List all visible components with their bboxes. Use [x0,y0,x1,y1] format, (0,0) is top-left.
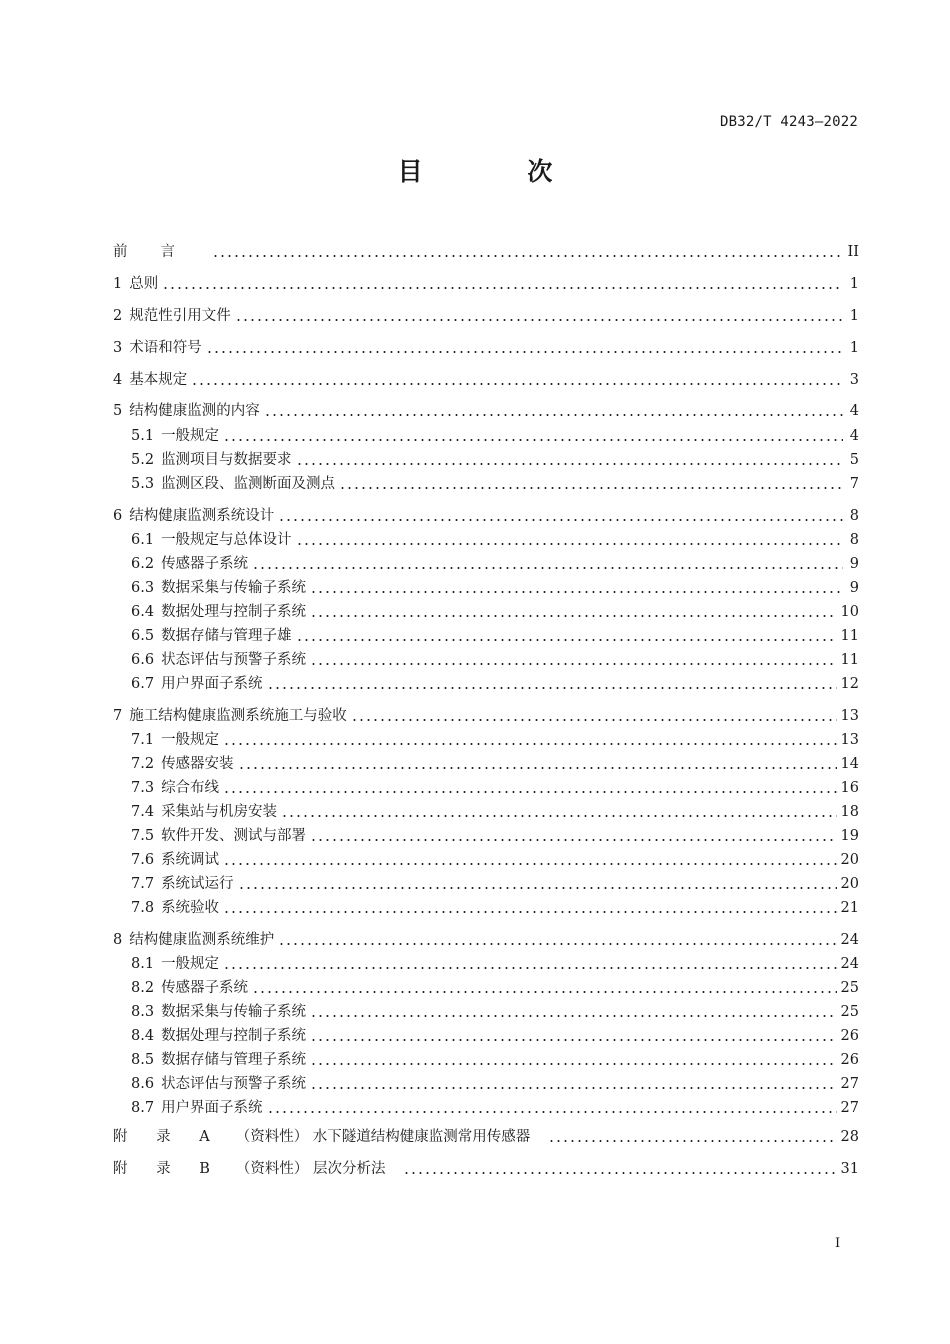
toc-entry-number: 6.3 [131,580,155,596]
toc-entry-label [131,826,308,846]
toc-entry-number: 8.5 [131,1052,155,1068]
toc-entry-label [131,954,221,974]
toc-entry-number: 8.6 [131,1076,155,1092]
toc-entry-label [131,578,308,598]
toc-entry-number: 6.6 [131,652,155,668]
toc-entry-number: 6.1 [131,532,155,548]
toc-entry-number: 7.7 [131,876,155,892]
toc-entry-page: 19 [840,828,859,844]
toc-entry[interactable] [131,576,859,598]
toc-entry-number: 7.4 [131,804,155,820]
toc-entry-text: 术语和符号 [129,340,202,356]
toc-entry-label [131,674,265,694]
toc-entry-label [131,1050,308,1070]
toc-entry[interactable] [131,800,859,822]
toc-entry-number: 8.3 [131,1004,155,1020]
toc-entry-text: 综合布线 [161,780,220,796]
toc-entry-number: 6.7 [131,676,155,692]
toc-entry-page: 1 [849,276,859,292]
toc-entry-number: 7.3 [131,780,155,796]
toc-entry[interactable] [131,976,859,998]
toc-entry[interactable] [131,824,859,846]
toc-entry-text: 总则 [129,276,159,292]
toc-entry-number: 5.2 [131,452,155,468]
toc-entry-label [113,930,276,950]
toc-entry-text: 系统调试 [161,852,220,868]
toc-entry[interactable] [131,1096,859,1118]
toc-entry-number: 7.8 [131,900,155,916]
toc-entry-label [131,1002,308,1022]
toc-entry-page: 24 [840,956,859,972]
dot-leader [296,638,837,642]
toc-entry-number: 8.1 [131,956,155,972]
dot-leader [310,1038,836,1042]
toc-entry-page: 26 [840,1052,859,1068]
toc-entry-number: 5.1 [131,428,155,444]
toc-entry-number: 8.4 [131,1028,155,1044]
toc-entry[interactable] [131,952,859,974]
toc-entry-text: 监测项目与数据要求 [161,452,292,468]
toc-entry-page: 31 [840,1161,859,1177]
dot-leader [281,814,836,818]
toc-entry-label [113,401,262,421]
toc-entry-label [131,650,308,670]
dot-leader [310,838,836,842]
toc-entry[interactable] [131,1024,859,1046]
toc-entry-text: 一般规定 [161,732,220,748]
toc-entry-label [113,370,189,390]
dot-leader [278,518,843,522]
toc-entry[interactable] [131,896,859,918]
dot-leader [296,542,843,546]
dot-leader [206,350,843,354]
toc-entry-page: 20 [840,876,859,892]
toc-entry-label [131,554,250,574]
toc-entry-text: 数据采集与传输子系统 [161,580,307,596]
dot-leader [310,614,836,618]
toc-entry-label [113,1127,546,1147]
toc-entry-text: 传感器子系统 [161,556,249,572]
toc-entry-number: 7.5 [131,828,155,844]
dot-leader [351,718,837,722]
toc-entry-text: 软件开发、测试与部署 [161,828,307,844]
toc-entry-text: 一般规定 [161,428,220,444]
toc-entry[interactable] [131,600,859,622]
dot-leader [223,742,836,746]
toc-entry-label [131,474,337,494]
dot-leader [238,766,837,770]
toc-entry[interactable] [131,448,859,470]
dot-leader [310,662,836,666]
toc-entry-page: 26 [840,1028,859,1044]
toc-entry-page: 3 [849,372,859,388]
dot-leader [162,286,843,290]
toc-entry-page: 11 [840,652,859,668]
toc-entry-page: 8 [849,508,859,524]
toc-entry[interactable] [113,272,859,294]
dot-leader [235,318,843,322]
toc-entry-label [113,306,233,326]
dot-leader [278,942,836,946]
toc-entry[interactable] [131,672,859,694]
dot-leader [223,790,836,794]
toc-entry-label [131,426,221,446]
toc-entry-text: 数据存储与管理子系统 [161,1052,307,1068]
toc-entry-label [131,754,236,774]
dot-leader [548,1139,836,1143]
toc-entry-text: 用户界面子系统 [161,1100,263,1116]
toc-entry-text: 一般规定与总体设计 [161,532,292,548]
toc-entry-number: 附 录 A [113,1129,222,1145]
toc-entry-text: 状态评估与预警子系统 [161,652,307,668]
toc-entry-label [113,506,276,526]
toc-entry[interactable] [131,728,859,750]
dot-leader [339,486,843,490]
toc-entry-number: 8.2 [131,980,155,996]
toc-entry-page: 21 [840,900,859,916]
toc-entry-number: 4 [113,372,123,388]
toc-entry-label [113,274,160,294]
page-title: 目 次 [397,157,601,186]
toc-entry-text: （资料性） 水下隧道结构健康监测常用传感器 [235,1129,531,1145]
toc-entry-text: 数据处理与控制子系统 [161,1028,307,1044]
toc-entry-number: 附 录 B [113,1161,222,1177]
toc-entry-page: 4 [849,428,859,444]
dot-leader [310,1086,836,1090]
toc-entry-page: 9 [849,556,859,572]
toc-entry-text: 系统试运行 [161,876,234,892]
toc-entry-page: 16 [840,780,859,796]
toc-entry-page: 1 [849,340,859,356]
toc-entry-label [113,706,349,726]
page-number: I [835,1236,841,1251]
toc-entry-number: 6.4 [131,604,155,620]
toc-entry-label [131,730,221,750]
dot-leader [264,413,843,417]
toc-entry-label [131,778,221,798]
toc-entry-page: 27 [840,1100,859,1116]
toc-entry-number: 6.5 [131,628,155,644]
toc-entry-text: 前言 [113,244,208,260]
toc-entry-text: 数据存储与管理子雄 [161,628,292,644]
toc-entry-label [131,898,221,918]
toc-entry-text: 用户界面子系统 [161,676,263,692]
toc-entry[interactable] [113,368,859,390]
document-code: DB32/T 4243—2022 [719,114,858,130]
toc-entry[interactable] [131,872,859,894]
toc-entry[interactable] [113,304,859,326]
toc-entry-label [131,874,236,894]
toc-entry[interactable] [113,704,859,726]
dot-leader [403,1171,836,1175]
toc-entry[interactable] [113,240,859,262]
dot-leader [267,1110,837,1114]
toc-entry-page: 28 [840,1129,859,1145]
dot-leader [223,862,836,866]
toc-entry[interactable] [131,472,859,494]
dot-leader [238,886,837,890]
toc-entry-label [131,850,221,870]
toc-entry-page: 12 [840,676,859,692]
toc-entry-number: 5 [113,403,123,419]
toc-entry[interactable] [113,928,859,950]
toc-entry-number: 3 [113,340,123,356]
toc-entry-number: 8.7 [131,1100,155,1116]
toc-entry-label [131,530,294,550]
toc-entry-page: 5 [849,452,859,468]
toc-entry-text: 传感器子系统 [161,980,249,996]
toc-entry[interactable] [131,848,859,870]
toc-entry[interactable] [131,648,859,670]
toc-entry-text: 监测区段、监测断面及测点 [161,476,336,492]
toc-entry-page: 10 [840,604,859,620]
toc-entry-label [131,978,250,998]
toc-entry[interactable] [131,424,859,446]
dot-leader [310,590,843,594]
toc-entry-text: 状态评估与预警子系统 [161,1076,307,1092]
toc-entry-page: II [847,244,859,260]
toc-entry-text: 数据处理与控制子系统 [161,604,307,620]
toc-entry[interactable] [131,1048,859,1070]
toc-entry-page: 4 [849,403,859,419]
toc-entry-text: 结构健康监测系统设计 [129,508,275,524]
toc-entry[interactable] [113,504,859,526]
dot-leader [223,966,836,970]
toc-entry-page: 11 [840,628,859,644]
toc-entry-text: 数据采集与传输子系统 [161,1004,307,1020]
toc-entry-text: 传感器安装 [161,756,234,772]
toc-entry-page: 7 [849,476,859,492]
toc-entry-label [131,1074,308,1094]
toc-entry[interactable] [113,336,859,358]
toc-entry-page: 18 [840,804,859,820]
toc-entry-number: 7.6 [131,852,155,868]
dot-leader [296,462,843,466]
toc-entry-text: 规范性引用文件 [129,308,231,324]
toc-entry-text: （资料性） 层次分析法 [235,1161,386,1177]
toc-entry-page: 13 [840,708,859,724]
toc-entry-label [131,450,294,470]
toc-entry-text: 一般规定 [161,956,220,972]
toc-entry-label [131,1026,308,1046]
toc-entry-text: 基本规定 [129,372,188,388]
toc-entry[interactable] [131,552,859,574]
toc-entry-page: 9 [849,580,859,596]
dot-leader [212,254,843,258]
toc-entry-page: 1 [849,308,859,324]
toc-entry-page: 14 [840,756,859,772]
toc-entry[interactable] [113,1125,859,1147]
dot-leader [223,910,836,914]
toc-entry-page: 24 [840,932,859,948]
toc-entry-number: 7.2 [131,756,155,772]
toc-entry-text: 结构健康监测的内容 [129,403,260,419]
toc-entry-number: 8 [113,932,123,948]
dot-leader [223,438,843,442]
toc-entry[interactable] [131,1072,859,1094]
dot-leader [252,566,843,570]
toc-entry[interactable] [131,528,859,550]
toc-entry-label [131,602,308,622]
dot-leader [191,382,843,386]
toc-entry-text: 施工结构健康监测系统施工与验收 [129,708,347,724]
dot-leader [267,686,837,690]
dot-leader [310,1062,836,1066]
toc-entry-number: 2 [113,308,123,324]
toc-entry-number: 7.1 [131,732,155,748]
toc-entry-text: 结构健康监测系统维护 [129,932,275,948]
toc-entry-page: 8 [849,532,859,548]
toc-entry[interactable] [113,399,859,421]
toc-entry[interactable] [131,624,859,646]
toc-entry-number: 1 [113,276,123,292]
toc-entry-page: 13 [840,732,859,748]
dot-leader [252,990,836,994]
toc-entry-page: 20 [840,852,859,868]
toc-entry-page: 27 [840,1076,859,1092]
toc-entry-label [131,626,294,646]
toc-entry-number: 7 [113,708,123,724]
toc-entry-label [131,1098,265,1118]
toc-entry[interactable] [113,1157,859,1179]
dot-leader [310,1014,836,1018]
toc-entry-page: 25 [840,980,859,996]
toc-entry-label [131,802,279,822]
toc-entry-number: 6.2 [131,556,155,572]
toc-entry[interactable] [131,752,859,774]
toc-entry[interactable] [131,776,859,798]
toc-entry-label [113,242,210,262]
toc-entry-page: 25 [840,1004,859,1020]
toc-entry-label [113,338,204,358]
toc-entry-text: 系统验收 [161,900,220,916]
toc-entry-label [113,1159,401,1179]
toc-entry[interactable] [131,1000,859,1022]
toc-entry-number: 6 [113,508,123,524]
toc-entry-number: 5.3 [131,476,155,492]
toc-entry-text: 采集站与机房安装 [161,804,278,820]
